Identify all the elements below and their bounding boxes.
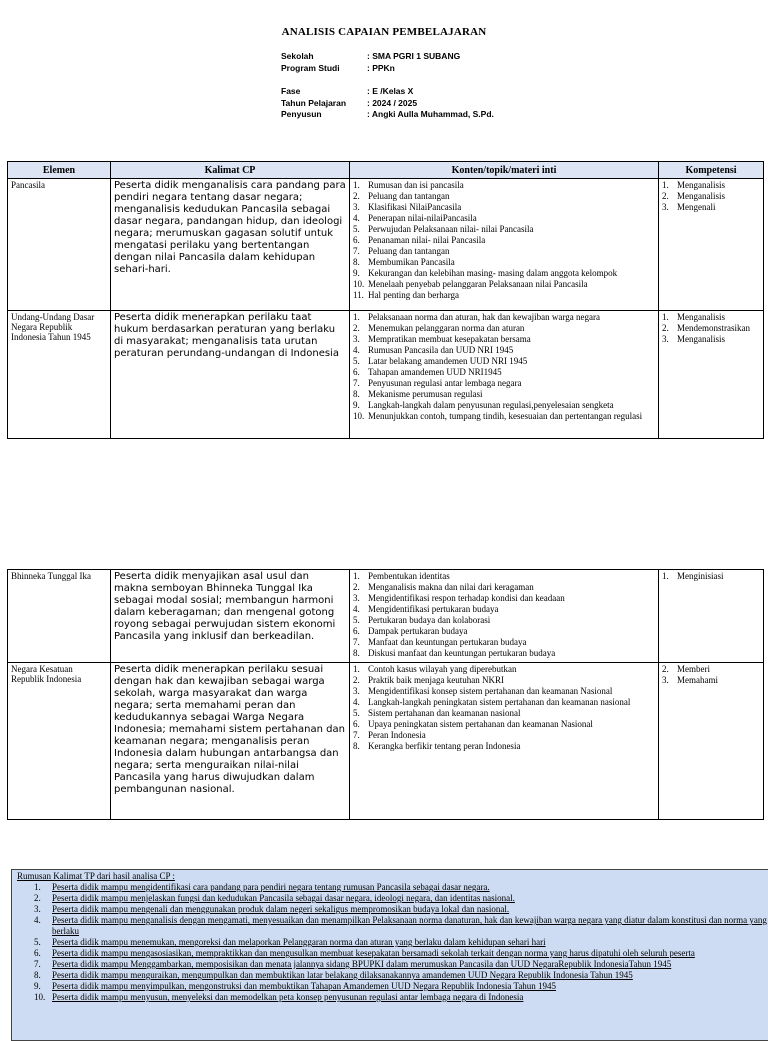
list-item: 1. Menginisiasi	[662, 571, 724, 581]
info-row-fase: Fase : E /Kelas X	[281, 86, 414, 96]
list-item: 5. Latar belakang amandemen UUD NRI 1945	[353, 356, 528, 366]
numbered-list	[353, 664, 655, 752]
header-konten: Konten/topik/materi inti	[350, 162, 659, 179]
list-item: 2. Menganalisis makna dan nilai dari keragaman	[353, 582, 534, 592]
list-item: 2. Peluang dan tantangan	[353, 191, 450, 201]
numbered-list	[353, 312, 655, 422]
list-item: 3. Mempratikan membuat kesepakatan bersama	[353, 334, 531, 344]
list-item: 4. Mengidentifikasi pertukaran budaya	[353, 604, 499, 614]
numbered-list	[662, 571, 760, 582]
page-title: ANALISIS CAPAIAN PEMBELAJARAN	[281, 26, 487, 38]
list-item: 1. Pelaksanaan norma dan aturan, hak dan kewajiban warga negara	[353, 312, 600, 322]
list-item: 2. Mendemonstrasikan	[662, 323, 750, 333]
table-row	[8, 311, 764, 439]
list-item: 6. Penanaman nilai- nilai Pancasila	[353, 235, 486, 245]
list-item: 3. Memahami	[662, 675, 718, 685]
list-item: 3. Menganalisis	[662, 334, 725, 344]
list-item: 4. Rumusan Pancasila dan UUD NRI 1945	[353, 345, 514, 355]
list-item: 1. Menganalisis	[662, 312, 725, 322]
list-item: 1. Pembentukan identitas	[353, 571, 450, 581]
kalimat-cp-cell: Peserta didik menerapkan perilaku taat hukum berdasarkan peraturan yang berlaku di masyarakat; menganalisis tata urutan peraturan perundang-undangan di Indonesia	[111, 311, 350, 439]
rumusan-list	[12, 882, 768, 1003]
cp-table-page-2	[7, 569, 764, 820]
info-row-program-studi: Program Studi : PPKn	[281, 62, 395, 73]
list-item: 4. Peserta didik mampu menganalisis dengan mengamati, menyesuaikan dan menampilkan Pelaksanaan norma danaturan, hak dan kewajiban warga negara yang diatur dalam konstitusi dan norma yang berlaku	[34, 915, 767, 936]
list-item: 9. Peserta didik mampu menyimpulkan, mengonstruksi dan membuktikan Tahapan Amandemen UUD Negara Republik Indonesia Tahun 1945	[34, 981, 557, 991]
kalimat-cp-cell: Peserta didik menerapkan perilaku sesuai dengan hak dan kewajiban sebagai warga sekolah, warga masyarakat dan warga negara; serta memahami peran dan kedudukannya sebagai Warga Negara Indonesia; memahami sistem pertahanan dan keamanan negara; menganalisis peran Indonesia dalam hubungan antarbangsa dan negara; serta menguraikan nilai-nilai Pancasila yang harus diwujudkan dalam pembangunan nasional.	[111, 663, 350, 820]
konten-cell	[350, 570, 659, 663]
document-info	[281, 51, 494, 121]
list-item: 3. Mengidentifikasi respon terhadap kondisi dan keadaan	[353, 593, 565, 603]
numbered-list	[353, 571, 655, 659]
list-item: 7. Penyusunan regulasi antar lembaga negara	[353, 378, 522, 388]
cp-table-page-1	[7, 161, 764, 439]
list-item: 3. Mengenali	[662, 202, 716, 212]
list-item: 5. Sistem pertahanan dan keamanan nasional	[353, 708, 521, 718]
list-item: 1. Rumusan dan isi pancasila	[353, 180, 464, 190]
konten-cell	[350, 179, 659, 311]
list-item: 8. Peserta didik mampu menguraikan, mengumpulkan dan membuktikan latar belakang dilaksanakannya amandemen UUD Negara Republik Indonesia Tahun 1945	[34, 970, 633, 980]
list-item: 1. Contoh kasus wilayah yang diperebutkan	[353, 664, 517, 674]
list-item: 11. Hal penting dan berharga	[353, 290, 460, 300]
elemen-cell: Undang-Undang Dasar Negara Republik Indonesia Tahun 1945	[8, 311, 111, 439]
konten-cell	[350, 311, 659, 439]
numbered-list	[662, 180, 760, 213]
list-item: 7. Peserta didik mampu Menggambarkan, memposisikan dan menata jalannya sidang BPUPKI dalam merumuskan Pancasila dan UUD NegaraRepublik IndonesiaTahun 1945	[34, 959, 672, 969]
list-item: 8. Mekanisme perumusan regulasi	[353, 389, 483, 399]
numbered-list	[662, 664, 760, 686]
kompetensi-cell	[659, 179, 764, 311]
list-item: 4. Penerapan nilai-nilaiPancasila	[353, 213, 477, 223]
list-item: 10. Menelaah penyebab pelanggaran Pelaksanaan nilai Pancasila	[353, 279, 588, 289]
list-item: 10. Menunjukkan contoh, tumpang tindih, kesesuaian dan pertentangan regulasi	[353, 411, 643, 421]
list-item: 3. Klasifikasi NilaiPancasila	[353, 202, 462, 212]
kompetensi-cell	[659, 663, 764, 820]
list-item: 6. Upaya peningkatan sistem pertahanan dan keamanan Nasional	[353, 719, 593, 729]
list-item: 6. Peserta didik mampu mengasosiasikan, mempraktikkan dan mengusulkan membuat kesepakatan bersamadi sekolah terkait dengan norma yang harus dipatuhi oleh seluruh peserta	[34, 948, 695, 958]
list-item: 7. Peluang dan tantangan	[353, 246, 450, 256]
info-row-tahun-pelajaran: Tahun Pelajaran : 2024 / 2025	[281, 97, 418, 108]
kalimat-cp-cell: Peserta didik menyajikan asal usul dan makna semboyan Bhinneka Tunggal Ika sebagai modal sosial; membangun harmoni dalam keberagaman; dan mengenal gotong royong sebagai perwujudan sistem ekonomi Pancasila yang inklusif dan berkeadilan.	[111, 570, 350, 663]
list-item: 9. Langkah-langkah dalam penyusunan regulasi,penyelesaian sengketa	[353, 400, 614, 410]
list-item: 2. Peserta didik mampu menjelaskan fungsi dan kedudukan Pancasila sebagai dasar negara, ideologi negara, dan identitas nasional.	[34, 893, 515, 903]
konten-cell	[350, 663, 659, 820]
numbered-list	[353, 180, 655, 301]
list-item: 1. Menganalisis	[662, 180, 725, 190]
kompetensi-cell	[659, 311, 764, 439]
elemen-cell: Bhinneka Tunggal Ika	[8, 570, 111, 663]
header-kompetensi: Kompetensi	[659, 162, 764, 179]
rumusan-tp-box	[11, 869, 768, 1041]
info-row-sekolah: Sekolah : SMA PGRI 1 SUBANG	[281, 51, 461, 61]
list-item: 5. Perwujudan Pelaksanaan nilai- nilai Pancasila	[353, 224, 534, 234]
list-item: 8. Kerangka berfikir tentang peran Indonesia	[353, 741, 521, 751]
list-item: 1. Peserta didik mampu mengidentifikasi cara pandang para pendiri negara tentang rumusan Pancasila sebagai dasar negara.	[34, 882, 490, 892]
list-item: 6. Tahapan amandemen UUD NRI1945	[353, 367, 502, 377]
list-item: 9. Kekurangan dan kelebihan masing- masing dalam anggota kelompok	[353, 268, 618, 278]
kalimat-cp-cell: Peserta didik menganalisis cara pandang para pendiri negara tentang dasar negara; menganalisis kedudukan Pancasila sebagai dasar negara, pandangan hidup, dan ideologi negara; merumuskan gagasan solutif untuk mengatasi perilaku yang bertentangan dengan nilai Pancasila dalam kehidupan sehari-hari.	[111, 179, 350, 311]
list-item: 3. Peserta didik mampu mengenali dan menggunakan produk dalam negeri sekaligus mempromosikan budaya lokal dan nasional.	[34, 904, 510, 914]
header-kalimat-cp: Kalimat CP	[111, 162, 350, 179]
list-item: 10. Peserta didik mampu menyusun, menyeleksi dan memodelkan peta konsep penyusunan regulasi antar lembaga negara di Indonesia	[34, 992, 524, 1002]
list-item: 5. Peserta didik mampu menemukan, mengoreksi dan melaporkan Pelanggaran norma dan aturan yang berlaku dalam kehidupan sehari hari	[34, 937, 546, 947]
list-item: 7. Peran Indonesia	[353, 730, 426, 740]
table-row	[8, 179, 764, 311]
table-row	[8, 570, 764, 663]
list-item: 2. Memberi	[662, 664, 710, 674]
rumusan-heading: Rumusan Kalimat TP dari hasil analisa CP :	[17, 871, 175, 881]
table-header-row	[8, 162, 764, 179]
list-item: 8. Membumikan Pancasila	[353, 257, 455, 267]
list-item: 2. Menganalisis	[662, 191, 725, 201]
list-item: 5. Pertukaran budaya dan kolaborasi	[353, 615, 491, 625]
table-row	[8, 663, 764, 820]
list-item: 2. Menemukan pelanggaran norma dan aturan	[353, 323, 525, 333]
elemen-cell: Pancasila	[8, 179, 111, 311]
list-item: 6. Dampak pertukaran budaya	[353, 626, 468, 636]
list-item: 3. Mengidentifikasi konsep sistem pertahanan dan keamanan Nasional	[353, 686, 613, 696]
list-item: 4. Langkah-langkah peningkatan sistem pertahanan dan keamanan nasional	[353, 697, 631, 707]
numbered-list	[662, 312, 760, 345]
kompetensi-cell	[659, 570, 764, 663]
info-row-penyusun: Penyusun : Angki Aulla Muhammad, S.Pd.	[281, 109, 494, 119]
list-item: 8. Diskusi manfaat dan keuntungan pertukaran budaya	[353, 648, 556, 658]
elemen-cell: Negara Kesatuan Republik Indonesia	[8, 663, 111, 820]
header-elemen: Elemen	[8, 162, 111, 179]
list-item: 7. Manfaat dan keuntungan pertukaran budaya	[353, 637, 527, 647]
list-item: 2. Praktik baik menjaga keutuhan NKRI	[353, 675, 504, 685]
